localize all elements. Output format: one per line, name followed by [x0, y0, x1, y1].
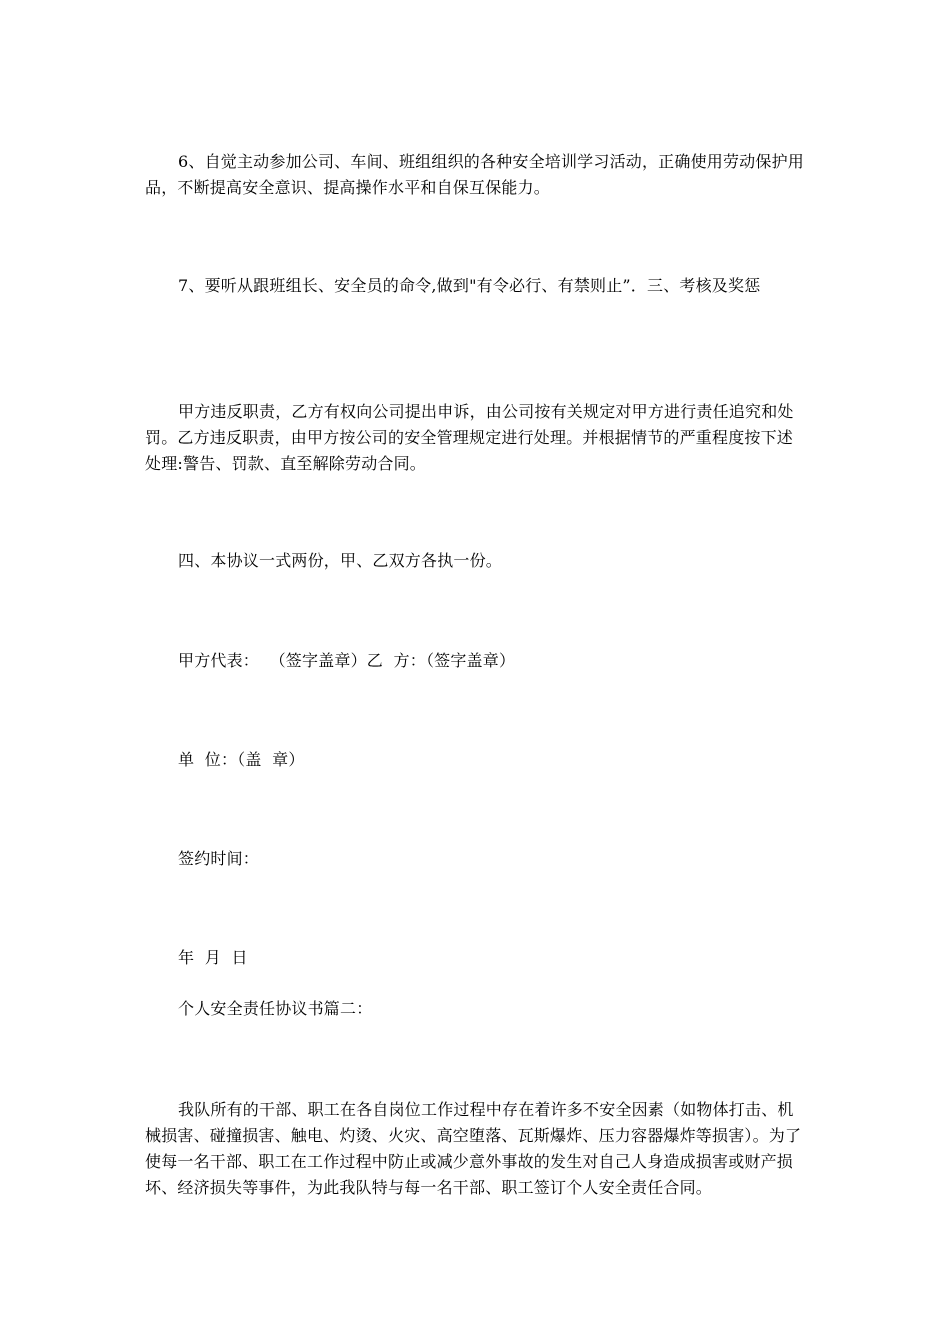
- paragraph-intro-part-two: 我队所有的干部、职工在各自岗位工作过程中存在着许多不安全因素（如物体打击、机械损害、碰撞损害、触电、灼烫、火灾、高空堕落、瓦斯爆炸、压力容器爆炸等损害）。为了使每一名干部、职工在工作过程中防止或减少意外事故的发生对自己人身造成损害或财产损坏、经济损失等事件，为此我队特与每一名干部、职工签订个人安全责任合同。: [145, 1100, 802, 1197]
- signature-line-parties: 甲方代表： （签字盖章）乙 方：（签字盖章）: [178, 651, 516, 670]
- signature-date-label: 签约时间：: [178, 849, 260, 868]
- paragraph-copies-clause: 四、本协议一式两份，甲、乙双方各执一份。: [178, 551, 503, 570]
- signature-line-unit: 单 位：（盖 章）: [178, 750, 305, 769]
- paragraph-violation-handling: 甲方违反职责，乙方有权向公司提出申诉，由公司按有关规定对甲方进行责任追究和处罚。乙方违反职责，由甲方按公司的安全管理规定进行处理。并根据情节的严重程度按下述处理:警告、罚款、直至解除劳动合同。: [145, 402, 794, 473]
- section-heading-part-two: 个人安全责任协议书篇二：: [178, 999, 373, 1018]
- paragraph-item-7: 7、要听从跟班组长、安全员的命令,做到"有令必行、有禁则止”．三、考核及奖惩: [178, 276, 761, 295]
- signature-date-placeholder: 年 月 日: [178, 948, 248, 967]
- paragraph-item-6: 6、自觉主动参加公司、车间、班组组织的各种安全培训学习活动，正确使用劳动保护用品，不断提高安全意识、提高操作水平和自保互保能力。: [145, 152, 804, 197]
